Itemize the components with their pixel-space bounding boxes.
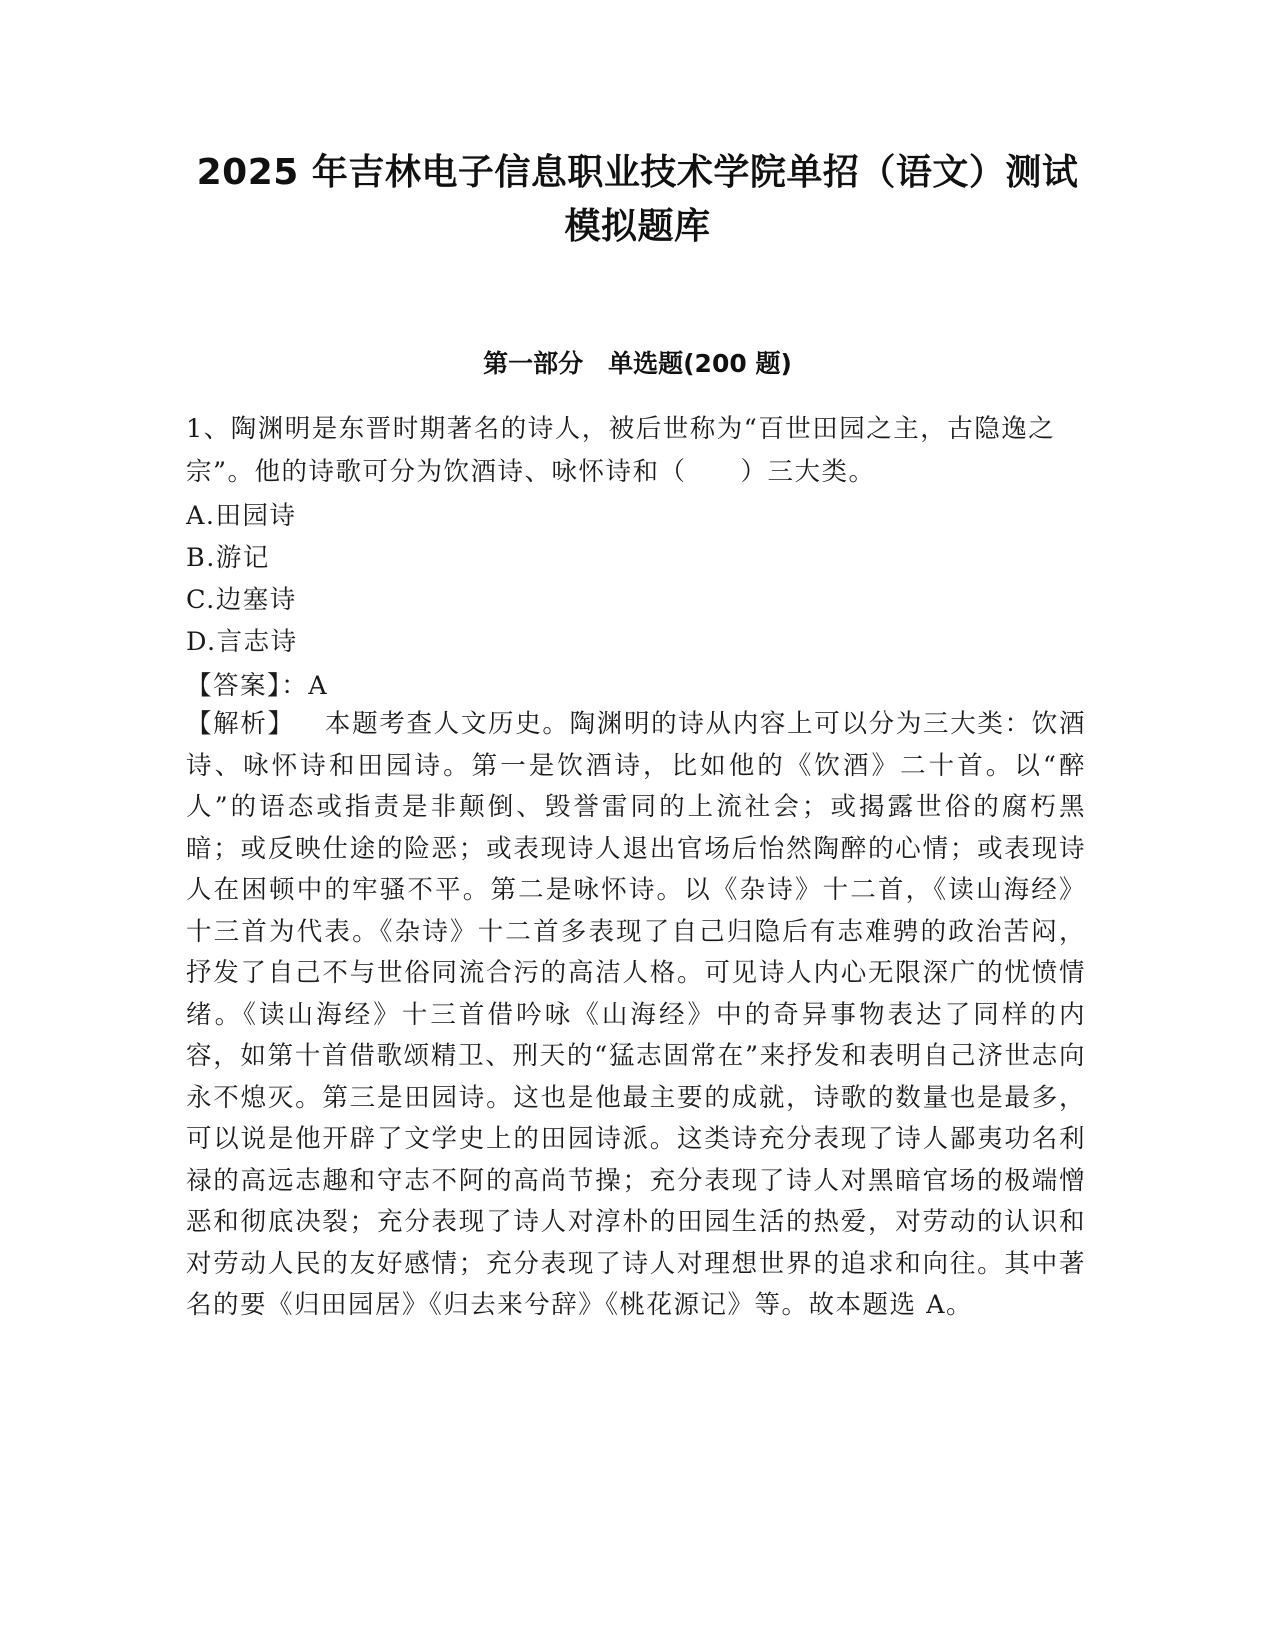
- analysis-block: [186, 704, 1086, 1327]
- option-d: D.言志诗: [186, 627, 298, 657]
- option-c: C.边塞诗: [186, 585, 297, 615]
- answer-value: A: [308, 671, 329, 701]
- analysis-text: 本题考查人文历史。陶渊明的诗从内容上可以分为三大类：饮酒诗、咏怀诗和田园诗。第一是饮酒诗，比如他的《饮酒》二十首。以“醉人”的语态或指责是非颠倒、毁誉雷同的上流社会；或揭露世俗的腐朽黑暗；或反映仕途的险恶；或表现诗人退出官场后怡然陶醉的心情；或表现诗人在困顿中的牢骚不平。第二是咏怀诗。以《杂诗》十二首，《读山海经》十三首为代表。《杂诗》十二首多表现了自己归隐后有志难骋的政治苦闷，抒发了自己不与世俗同流合污的高洁人格。可见诗人内心无限深广的忧愤情绪。《读山海经》十三首借吟咏《山海经》中的奇异事物表达了同样的内容，如第十首借歌颂精卫、刑天的“猛志固常在”来抒发和表明自己济世志向永不熄灭。第三是田园诗。这也是他最主要的成就，诗歌的数量也是最多，可以说是他开辟了文学史上的田园诗派。这类诗充分表现了诗人鄙夷功名利禄的高远志趣和守志不阿的高尚节操；充分表现了诗人对黑暗官场的极端憎恶和彻底决裂；充分表现了诗人对淳朴的田园生活的热爱，对劳动的认识和对劳动人民的友好感情；充分表现了诗人对理想世界的追求和向往。其中著名的要《归田园居》《归去来兮辞》《桃花源记》等。故本题选 A。: [186, 709, 1086, 1320]
- option-b: B.游记: [186, 543, 270, 573]
- option-a: A.田园诗: [186, 501, 297, 531]
- question-stem: 1、陶渊明是东晋时期著名的诗人，被后世称为“百世田园之主，古隐逸之宗”。他的诗歌可分为饮酒诗、咏怀诗和（ ）三大类。: [186, 414, 1056, 487]
- title-line-1: 2025 年吉林电子信息职业技术学院单招（语文）测试: [196, 152, 1079, 193]
- title-line-2: 模拟题库: [564, 206, 711, 247]
- option-list: [186, 495, 1086, 663]
- document-title: [150, 146, 1125, 254]
- analysis-label: 【解析】: [186, 709, 295, 739]
- section-heading: 第一部分 单选题(200 题): [483, 349, 792, 378]
- answer-line: [186, 665, 1086, 707]
- answer-label: 【答案】：: [186, 671, 309, 701]
